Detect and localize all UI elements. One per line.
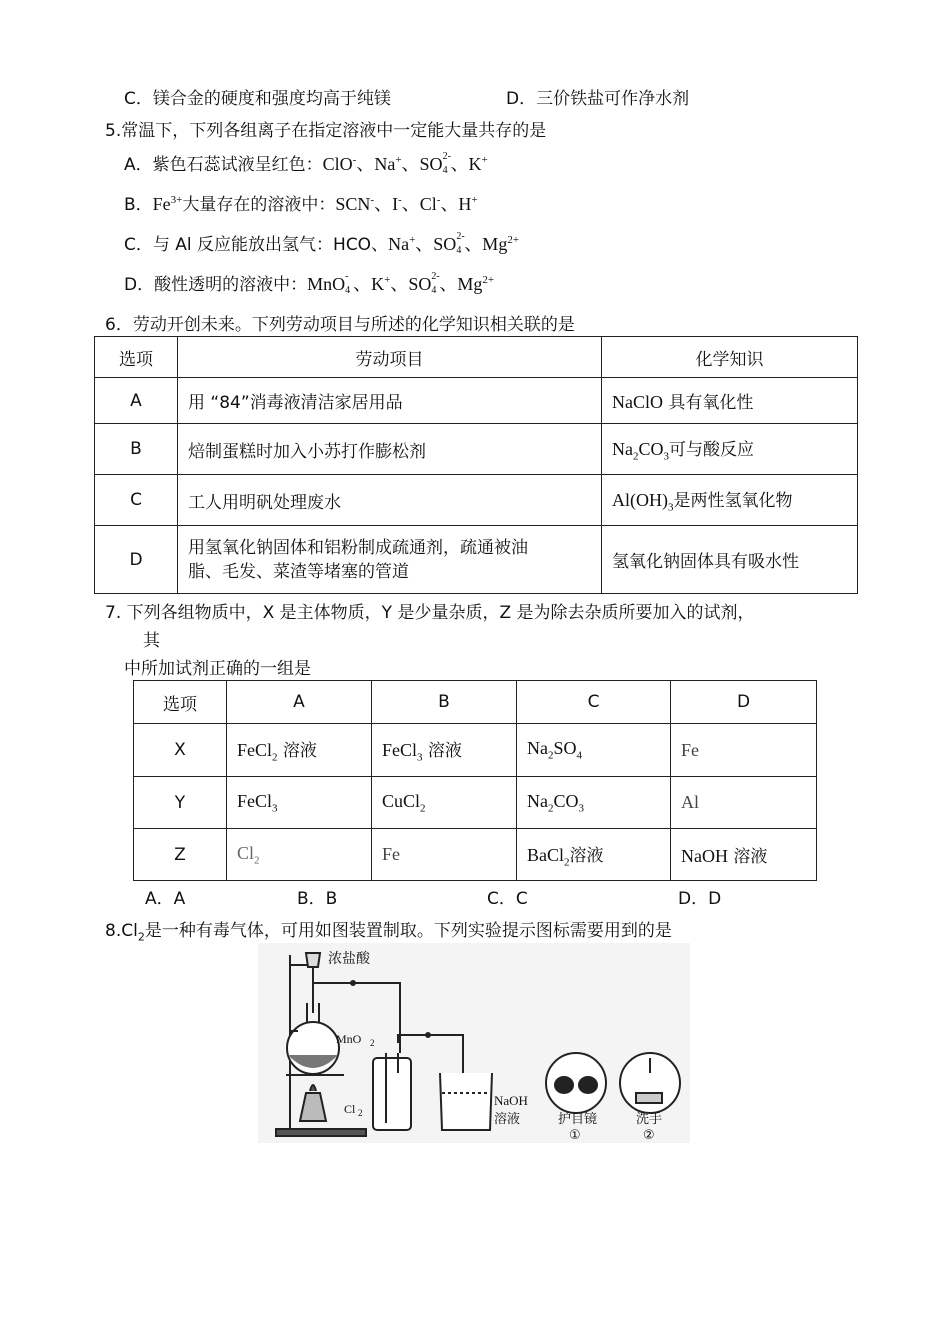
q7-cell-text: Al	[681, 792, 699, 812]
q8-stem-prefix: 8.	[105, 921, 122, 941]
q7-header: C	[517, 681, 671, 724]
q7-stem-line3: 中所加试剂正确的一组是	[124, 659, 311, 679]
q7-cell: $Cl_2$	[227, 829, 372, 881]
solution-word: 溶液	[282, 741, 317, 762]
table-row	[95, 337, 858, 378]
q6-header-opt: 选项	[95, 337, 178, 378]
q8-stem-rest: 是一种有毒气体，可用如图装置制取。下列实验提示图标需要用到的是	[144, 921, 672, 941]
q7-row-label: X	[134, 724, 227, 777]
q7-table	[133, 680, 817, 881]
q6-header-knowledge: 化学知识	[602, 337, 858, 378]
q7-row-label: Y	[134, 777, 227, 829]
q7-cell: $Na_2SO_4$	[517, 724, 671, 777]
q7-stem-line1: 7. 下列各组物质中，X 是主体物质，Y 是少量杂质，Z 是为除去杂质所要加入的试剂，	[105, 603, 755, 623]
table-row	[95, 475, 858, 526]
q6-knowledge-tail: 具有氧化性	[668, 393, 754, 413]
table-row	[134, 829, 817, 881]
solution-word: 溶液	[427, 741, 462, 762]
q5-b-mid: 大量存在的溶液中：	[182, 195, 336, 215]
q5-stem: 5.常温下，下列各组离子在指定溶液中一定能大量共存的是	[105, 121, 547, 141]
label-cl2-sub: 2	[358, 1108, 363, 1118]
q7-header: 选项	[134, 681, 227, 724]
q7-cell: FeCl$_3$ 溶液	[372, 724, 517, 777]
q6-table	[94, 336, 858, 594]
q5-option-b: B．$Fe^{3+}$大量存在的溶液中：SCN-、I-、Cl-、H+	[124, 194, 478, 215]
q4-option-d: D．三价铁盐可作净水剂	[506, 89, 690, 109]
table-row	[134, 681, 817, 724]
q7-cell	[671, 724, 817, 777]
q6-cell-item: 用 “84”消毒液清洁家居用品	[178, 378, 602, 424]
q7-cell: NaOH 溶液	[671, 829, 817, 881]
q7-header: D	[671, 681, 817, 724]
q6-cell-knowledge: NaClO 具有氧化性	[602, 378, 858, 424]
q6-cell-item	[178, 526, 602, 594]
q7-cell: $Na_2CO_3$	[517, 777, 671, 829]
q6-header-item: 劳动项目	[178, 337, 602, 378]
q7-cell	[671, 777, 817, 829]
q5-b-prefix: B．	[124, 195, 153, 215]
table-row	[95, 526, 858, 594]
q5-d-prefix: D．酸性透明的溶液中：	[124, 275, 308, 295]
label-mno2-sub: 2	[370, 1038, 375, 1048]
q7-cell: FeCl$_2$ 溶液	[227, 724, 372, 777]
q6-item-line1: 用氢氧化钠固体和铝粉制成疏通剂，疏通被油	[188, 537, 528, 558]
q6-item-line2: 脂、毛发、菜渣等堵塞的管道	[188, 561, 409, 582]
solution-word: 溶液	[569, 845, 604, 866]
q5-c-prefix: C．与 Al 反应能放出氢气：HCO、	[124, 235, 389, 255]
goggles-label: 护目镜	[558, 1112, 598, 1127]
q4-option-c: C．镁合金的硬度和强度均高于纯镁	[124, 89, 391, 109]
label-naoh: NaOH	[494, 1093, 528, 1108]
q7-header: A	[227, 681, 372, 724]
q7-cell	[372, 829, 517, 881]
q7-answer-c: C．C	[487, 889, 528, 909]
label-naoh-solution: 溶液	[494, 1112, 521, 1127]
q7-answer-a: A．A	[145, 889, 186, 909]
q7-answer-d: D．D	[678, 889, 722, 909]
q5-option-d: D．酸性透明的溶液中：MnO - 4 、K+、SO 2- 4 、$Mg^{2+}$	[124, 270, 495, 296]
q5-option-a: A．紫色石蕊试液呈红色：ClO-、Na+、SO 2- 4 、K+	[124, 150, 488, 176]
label-acid: 浓盐酸	[328, 951, 370, 967]
label-mno2: MnO	[336, 1032, 362, 1046]
q7-header: B	[372, 681, 517, 724]
q6-cell-opt: A	[95, 378, 178, 424]
label-cl2: Cl	[344, 1102, 356, 1116]
table-row	[134, 777, 817, 829]
q6-cell-opt: D	[95, 526, 178, 594]
goggles-number: ①	[569, 1128, 581, 1143]
q7-answer-b: B．B	[297, 889, 338, 909]
q7-stem-line2: 其	[143, 631, 160, 651]
q7-cell: CuCl$_2$	[372, 777, 517, 829]
table-row	[95, 378, 858, 424]
table-row	[134, 724, 817, 777]
q7-row-label: Z	[134, 829, 227, 881]
q5-option-c: C．与 Al 反应能放出氢气：HCO、Na+、SO 2- 4 、$Mg^{2+}$	[124, 230, 520, 256]
q6-cell-knowledge: 氢氧化钠固体具有吸水性	[602, 526, 858, 594]
q8-stem: $8.Cl_2$是一种有毒气体，可用如图装置制取。下列实验提示图标需要用到的是	[105, 921, 672, 944]
q6-cell-opt: C	[95, 475, 178, 526]
wash-number: ②	[643, 1128, 655, 1143]
q6-knowledge-tail: 可与酸反应	[669, 440, 755, 461]
apparatus-figure	[258, 943, 690, 1143]
q5-a-prefix: A．紫色石蕊试液呈红色：	[124, 155, 323, 175]
q6-knowledge-tail: 是两性氢氧化物	[673, 491, 793, 512]
q7-cell: FeCl$_3$	[227, 777, 372, 829]
q7-cell-text: Fe	[681, 739, 699, 760]
solution-word: 溶液	[733, 847, 768, 867]
q6-cell-item: 工人用明矾处理废水	[178, 475, 602, 526]
q7-cell-text: Fe	[382, 844, 400, 864]
q6-cell-knowledge: $Al(OH)_3$是两性氢氧化物	[602, 475, 858, 526]
q7-cell: BaCl$_2$溶液	[517, 829, 671, 881]
q6-cell-knowledge: $Na_2CO_3$可与酸反应	[602, 424, 858, 475]
q6-cell-opt: B	[95, 424, 178, 475]
q6-cell-item: 焙制蛋糕时加入小苏打作膨松剂	[178, 424, 602, 475]
q6-stem: 6．劳动开创未来。下列劳动项目与所述的化学知识相关联的是	[105, 315, 575, 335]
table-row	[95, 424, 858, 475]
wash-label: 洗手	[636, 1112, 663, 1127]
